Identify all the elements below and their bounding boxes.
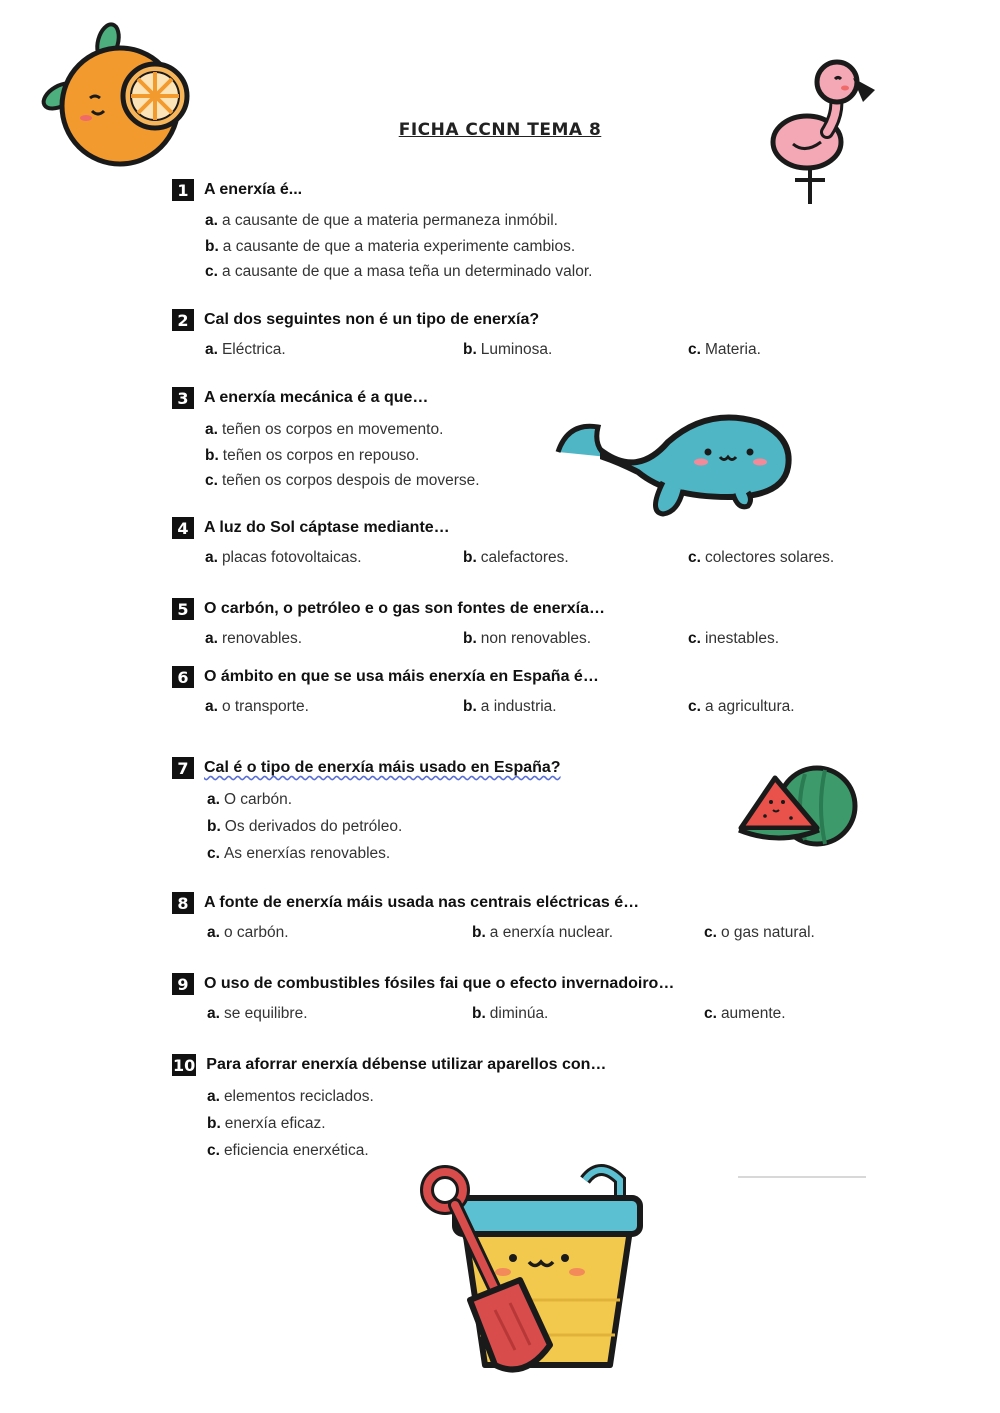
option-a[interactable]: a. o carbón.: [207, 924, 289, 941]
option-b[interactable]: b. calefactores.: [463, 549, 569, 566]
orange-illustration: [20, 18, 195, 168]
question-6: [172, 665, 872, 719]
option-b[interactable]: b. non renovables.: [463, 630, 592, 647]
question-text: A fonte de enerxía máis usada nas centrais eléctricas é…: [204, 894, 640, 911]
option-c[interactable]: c. colectores solares.: [688, 549, 835, 566]
worksheet-title: FICHA CCNN TEMA 8: [398, 120, 602, 140]
question-number: 3: [172, 387, 194, 409]
question-number: 1: [172, 179, 194, 201]
option-b[interactable]: b. a enerxía nuclear.: [472, 924, 614, 941]
question-number: 4: [172, 517, 194, 539]
question-text: Cal é o tipo de enerxía máis usado en España?: [204, 759, 561, 776]
option-b[interactable]: b. diminúa.: [472, 1005, 549, 1022]
bucket-and-spade-illustration: [415, 1160, 650, 1385]
option-c[interactable]: c. a agricultura.: [688, 698, 795, 715]
option-c[interactable]: c. o gas natural.: [704, 924, 815, 941]
option-a[interactable]: a. Eléctrica.: [205, 341, 286, 358]
question-text: Para aforrar enerxía débense utilizar aparellos con…: [206, 1056, 607, 1073]
question-text: O ámbito en que se usa máis enerxía en España é…: [204, 668, 599, 685]
option-a[interactable]: a. a causante de que a materia permaneza inmóbil.: [205, 212, 558, 229]
option-b[interactable]: b. a causante de que a materia experimente cambios.: [205, 237, 576, 255]
option-b[interactable]: b. Os derivados do petróleo.: [207, 818, 403, 835]
watermelon-illustration: [735, 756, 860, 861]
option-c[interactable]: c. inestables.: [688, 630, 780, 647]
question-text: A enerxía mecánica é a que…: [204, 389, 429, 406]
question-text: A enerxía é...: [204, 181, 303, 198]
question-text: Cal dos seguintes non é un tipo de enerxía?: [204, 311, 540, 328]
question-9: [172, 972, 872, 1026]
option-b[interactable]: b. Luminosa.: [463, 341, 553, 358]
question-text: A luz do Sol cáptase mediante…: [204, 519, 450, 536]
option-b[interactable]: b. teñen os corpos en repouso.: [205, 446, 420, 464]
option-c[interactable]: c. Materia.: [688, 341, 761, 358]
option-a[interactable]: a. teñen os corpos en movemento.: [205, 421, 444, 438]
whale-illustration: [548, 402, 798, 527]
option-c[interactable]: c. aumente.: [704, 1005, 786, 1022]
question-number: 5: [172, 598, 194, 620]
question-number: 8: [172, 892, 194, 914]
option-c[interactable]: c. a causante de que a masa teña un determinado valor.: [205, 263, 593, 280]
option-c[interactable]: c. eficiencia enerxética.: [207, 1142, 369, 1159]
option-b[interactable]: b. enerxía eficaz.: [207, 1115, 326, 1132]
question-number: 10: [173, 1055, 196, 1075]
question-text: O carbón, o petróleo e o gas son fontes de enerxía…: [204, 600, 605, 617]
option-a[interactable]: a. O carbón.: [207, 791, 292, 808]
question-text: O uso de combustibles fósiles fai que o efecto invernadoiro…: [204, 975, 675, 992]
option-a[interactable]: a. se equilibre.: [207, 1005, 308, 1022]
question-number: 6: [172, 666, 194, 688]
option-a[interactable]: a. o transporte.: [205, 698, 309, 715]
question-number: 2: [172, 309, 194, 331]
question-2: [172, 308, 872, 362]
option-a[interactable]: a. elementos reciclados.: [207, 1088, 374, 1105]
option-a[interactable]: a. renovables.: [205, 630, 303, 647]
option-b[interactable]: b. a industria.: [463, 698, 557, 715]
question-number: 7: [172, 757, 194, 779]
question-8: [172, 891, 872, 945]
option-c[interactable]: c. As enerxías renovables.: [207, 845, 391, 862]
divider-line: [738, 1176, 866, 1178]
question-10: [172, 1053, 872, 1164]
option-c[interactable]: c. teñen os corpos despois de moverse.: [205, 472, 480, 489]
question-number: 9: [172, 973, 194, 995]
option-a[interactable]: a. placas fotovoltaicas.: [205, 549, 362, 566]
question-5: [172, 597, 872, 651]
flamingo-illustration: [765, 52, 885, 212]
